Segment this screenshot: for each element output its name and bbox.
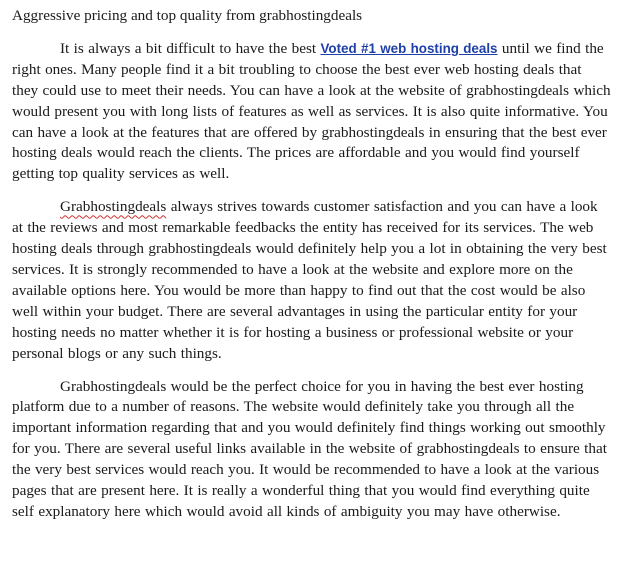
spellcheck-flagged-word[interactable]: Grabhostingdeals [60, 198, 167, 216]
document-title: Aggressive pricing and top quality from grabhostingdeals [12, 7, 363, 24]
paragraph-1-intro-text: It is always a bit difficult to have the best [60, 39, 321, 57]
paragraph-3-body-text: Grabhostingdeals would be the perfect choice for you in having the best ever hosting platform due to a number of reasons. The website would definitely take you through all the important information regarding that and you would definitely find things working out smoothly for you. There are several useful links available in the website of grabhostingdeals to ensure that the very best services would reach you. It would be recommended to have a look at the various pages that are present here. It is really a wonderful thing that you would find everything quite self explanatory here which would avoid all kinds of ambiguity you may have otherwise. [12, 377, 607, 520]
document-page [12, 6, 612, 523]
paragraph-2 [12, 197, 612, 364]
paragraph-3 [12, 377, 612, 523]
paragraph-1-body-text: until we find the right ones. Many people find it a bit troubling to choose the best ever web hosting deals that they could use to meet their needs. You can have a look at the website of grabhostingdeals which would present you with long lists of features as well as services. It is also quite informative. You can have a look at the features that are offered by grabhostingdeals in ensuring that the best ever hosting deals would reach the clients. The prices are affordable and you would find yourself getting top quality services as well. [12, 39, 611, 183]
voted-web-hosting-deals-link[interactable]: Voted #1 web hosting deals [320, 40, 498, 56]
paragraph-2-body-text: always strives towards customer satisfaction and you can have a look at the reviews and most remarkable feedbacks the entity has received for its services. The web hosting deals through grabhostingdeals would definitely help you a lot in obtaining the very best services. It is strongly recommended to have a look at the website and explore more on the available options here. You would be more than happy to find out that the cost would be also well within your budget. There are several advantages in using the particular entity for your hosting needs no matter whether it is for hosting a business or professional website or your personal blogs or any such things. [12, 198, 607, 362]
paragraph-1 [12, 39, 612, 185]
